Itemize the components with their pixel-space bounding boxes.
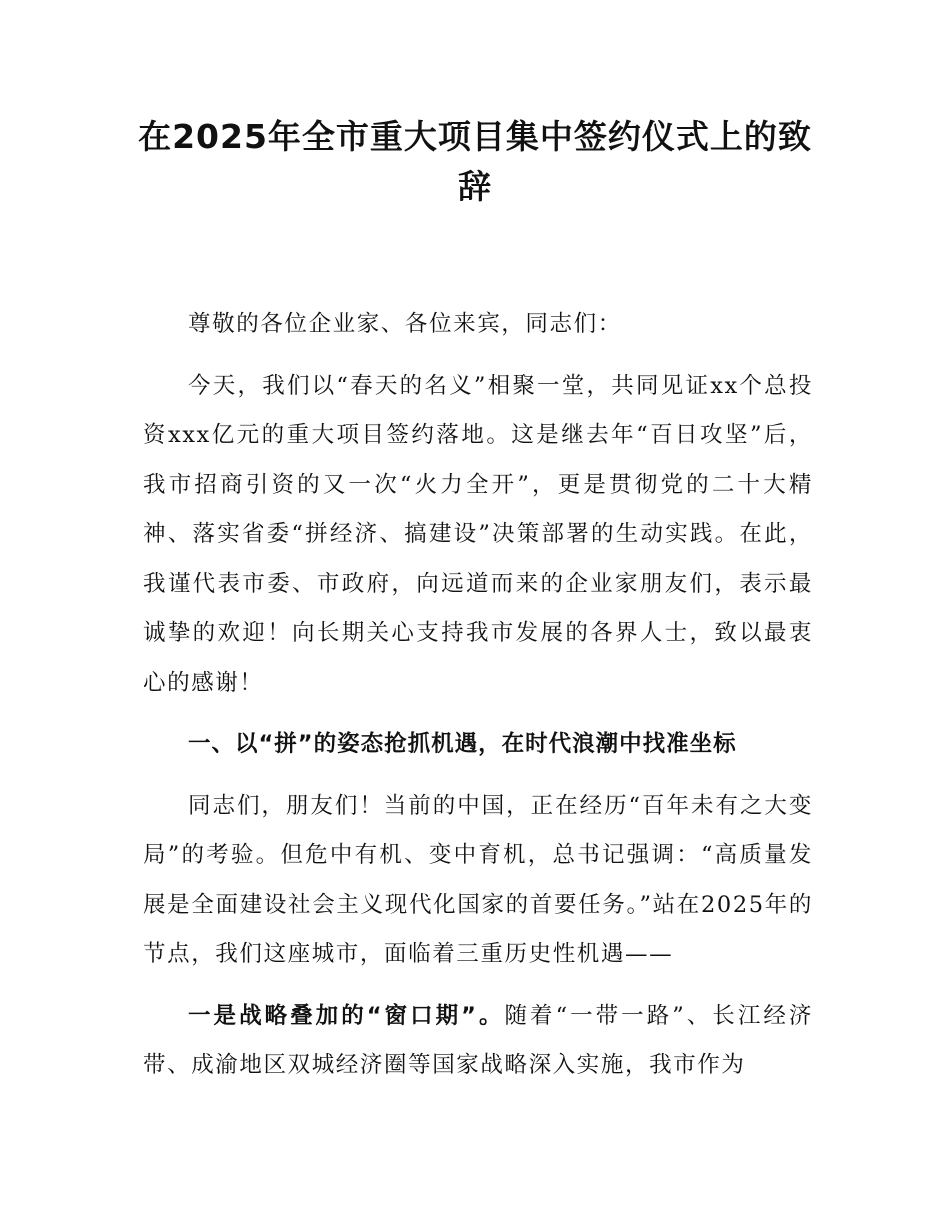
section-heading: 一、以“拼”的姿态抢抓机遇，在时代浪潮中找准坐标 [188, 731, 737, 757]
document-title: 在2025年全市重大项目集中签约仪式上的致辞 [138, 117, 812, 206]
paragraph: 同志们，朋友们！当前的中国，正在经历“百年未有之大变局”的考验。但危中有机、变中育机，总书记强调：“高质量发展是全面建设社会主义现代化国家的首要任务。”站在2025年的节点，我们这座城市，面临着三重历史性机遇—— [143, 792, 813, 967]
document-body [143, 300, 813, 1091]
salutation: 尊敬的各位企业家、各位来宾，同志们： [188, 311, 622, 337]
paragraph: 今天，我们以“春天的名义”相聚一堂，共同见证xx个总投资xxx亿元的重大项目签约落地。这是继去年“百日攻坚”后，我市招商引资的又一次“火力全开”，更是贯彻党的二十大精神、落实省委“拼经济、搞建设”决策部署的生动实践。在此，我谨代表市委、市政府，向远道而来的企业家朋友们，表示最诚挚的欢迎！向长期关心支持我市发展的各界人士，致以最衷心的感谢！ [143, 372, 813, 696]
paragraph [143, 992, 813, 1091]
paragraph-bold-lead: 一是战略叠加的“窗口期”。 [188, 1002, 505, 1029]
paragraph-text: 随着“一带一路”、长江经济带、成渝地区双城经济圈等国家战略深入实施，我市作为 [143, 1002, 813, 1078]
